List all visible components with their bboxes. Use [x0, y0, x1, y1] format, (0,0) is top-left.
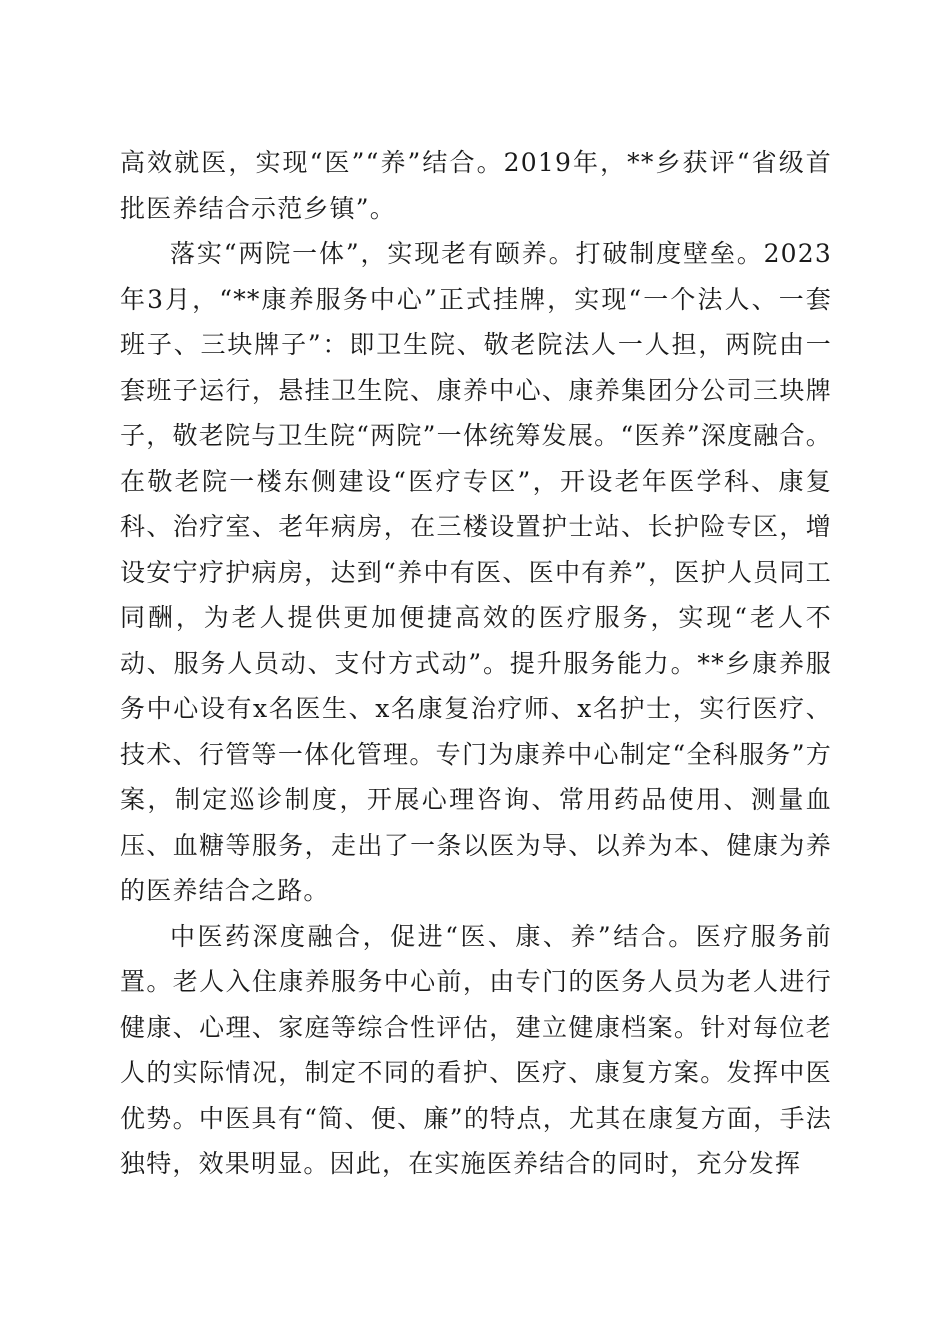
paragraph-1: 高效就医，实现“医”“养”结合。2019年，**乡获评“省级首批医养结合示范乡镇”。	[120, 148, 832, 223]
document-body	[120, 140, 832, 1187]
paragraph-2: 落实“两院一体”，实现老有颐养。打破制度壁垒。2023年3月，“**康养服务中心”正式挂牌，实现“一个法人、一套班子、三块牌子”：即卫生院、敬老院法人一人担，两院由一套班子运行，悬挂卫生院、康养中心、康养集团分公司三块牌子，敬老院与卫生院“两院”一体统筹发展。“医养”深度融合。在敬老院一楼东侧建设“医疗专区”，开设老年医学科、康复科、治疗室、老年病房，在三楼设置护士站、长护险专区，增设安宁疗护病房，达到“养中有医、医中有养”，医护人员同工同酬，为老人提供更加便捷高效的医疗服务，实现“老人不动、服务人员动、支付方式动”。提升服务能力。**乡康养服务中心设有x名医生、x名康复治疗师、x名护士，实行医疗、技术、行管等一体化管理。专门为康养中心制定“全科服务”方案，制定巡诊制度，开展心理咨询、常用药品使用、测量血压、血糖等服务，走出了一条以医为导、以养为本、健康为养的医养结合之路。	[120, 239, 832, 905]
paragraph-3: 中医药深度融合，促进“医、康、养”结合。医疗服务前置。老人入住康养服务中心前，由专门的医务人员为老人进行健康、心理、家庭等综合性评估，建立健康档案。针对每位老人的实际情况，制定不同的看护、医疗、康复方案。发挥中医优势。中医具有“简、便、廉”的特点，尤其在康复方面，手法独特，效果明显。因此，在实施医养结合的同时，充分发挥	[120, 921, 832, 1178]
